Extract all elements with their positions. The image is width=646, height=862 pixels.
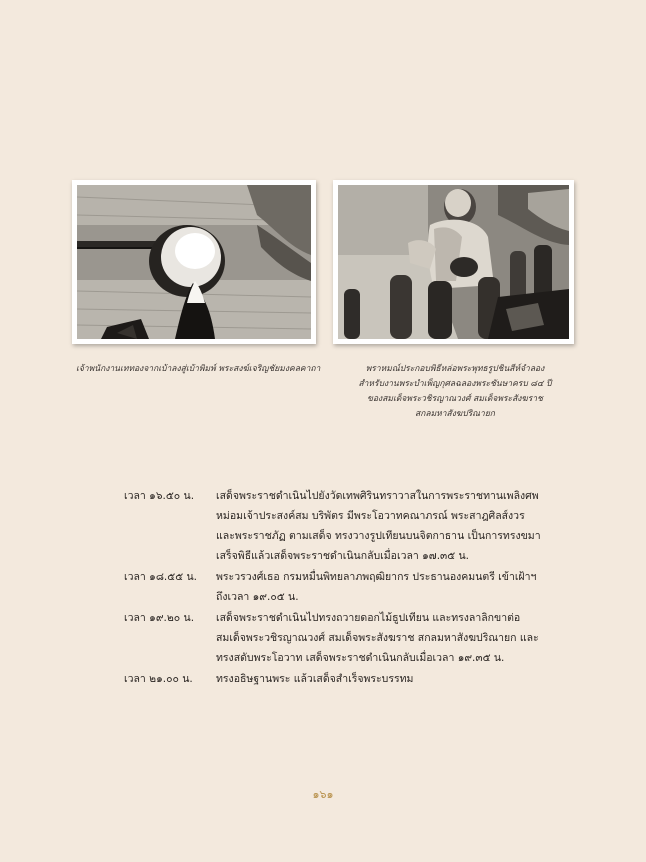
schedule-description — [216, 486, 546, 566]
photo-brahmin-ceremony — [333, 180, 574, 344]
photo-metal-pouring — [72, 180, 316, 344]
page-number: ๑๖๑ — [312, 788, 334, 801]
schedule-list — [124, 486, 554, 690]
schedule-entry — [124, 608, 554, 668]
description-line: ทรงอธิษฐานพระ แล้วเสด็จสำเร็จพระบรรทม — [216, 673, 414, 685]
schedule-entry — [124, 486, 554, 566]
description-line: ทรงสดับพระโอวาท เสด็จพระราชดำเนินกลับเมื่อเวลา ๑๙.๓๕ น. — [216, 652, 505, 664]
schedule-time: เวลา ๑๖.๕๐ น. — [124, 490, 195, 502]
pouring-scene-image — [77, 185, 311, 339]
description-line: เสร็จพิธีแล้วเสด็จพระราชดำเนินกลับเมื่อเวลา ๑๗.๓๕ น. — [216, 550, 470, 562]
description-line: ถึงเวลา ๑๙.๐๕ น. — [216, 591, 299, 603]
description-line: และพระราชภัฏ ตามเสด็จ ทรงวางรูปเทียนบนจิตกาธาน เป็นการทรงขมา — [216, 530, 541, 542]
schedule-time: เวลา ๒๑.๐๐ น. — [124, 673, 193, 685]
schedule-entry — [124, 669, 554, 689]
caption-line: สกลมหาสังฆปริณายก — [415, 409, 495, 419]
schedule-description — [216, 669, 546, 689]
caption-line: พราหมณ์ประกอบพิธีหล่อพระพุทธรูปชินสีห์จำลอง — [365, 364, 545, 374]
photo-caption-left: เจ้าพนักงานเททองจากเบ้าลงสู่เบ้าพิมพ์ พระสงฆ์เจริญชัยมงคลคาถา — [76, 364, 321, 374]
description-line: พระวรวงศ์เธอ กรมหมื่นพิทยลาภพฤฒิยากร ประธานองคมนตรี เข้าเฝ้าฯ — [216, 571, 537, 583]
caption-line: สำหรับงานพระบำเพ็ญกุศลฉลองพระชันษาครบ ๘๔ ปี — [358, 379, 552, 389]
schedule-entry — [124, 567, 554, 607]
schedule-time: เวลา ๑๙.๒๐ น. — [124, 612, 195, 624]
description-line: เสด็จพระราชดำเนินไปทรงถวายดอกไม้ธูปเทียน และทรงลาลิกขาต่อ — [216, 612, 521, 624]
ceremony-scene-image — [338, 185, 569, 339]
description-line: เสด็จพระราชดำเนินไปยังวัดเทพศิรินทราวาสในการพระราชทานเพลิงศพ — [216, 490, 539, 502]
schedule-description — [216, 608, 546, 668]
photo-caption-right — [340, 362, 570, 422]
caption-line: ของสมเด็จพระวชิรญาณวงศ์ สมเด็จพระสังฆราช — [367, 394, 543, 404]
schedule-time: เวลา ๑๘.๕๕ น. — [124, 571, 198, 583]
schedule-description — [216, 567, 546, 607]
description-line: หม่อมเจ้าประสงค์สม บริพัตร มีพระโอวาทคณาภรณ์ พระสาฎศิลส์งวร — [216, 510, 525, 522]
description-line: สมเด็จพระวชิรญาณวงศ์ สมเด็จพระสังฆราช สกลมหาสังฆปริณายก และ — [216, 632, 539, 644]
